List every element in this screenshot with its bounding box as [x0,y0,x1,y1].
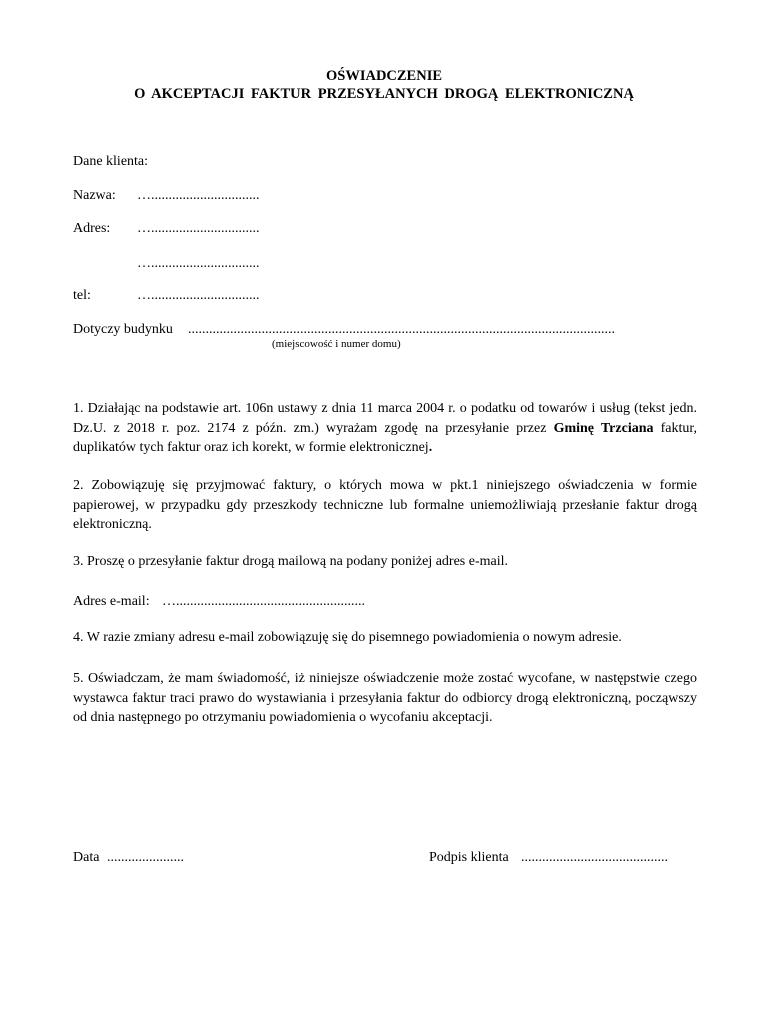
paragraph-2: 2. Zobowiązuję się przyjmować faktury, o których mowa w pkt.1 niniejszego oświadczenia w formie papierowej, w przypadku gdy przeszkody techniczne lub formalne uniemożliwiają przesłanie faktur drogą elektroniczną. [73,478,697,532]
building-field[interactable]: .......................................................................................................................... [188,322,615,337]
document-subtitle: O AKCEPTACJI FAKTUR PRZESYŁANYCH DROGĄ ELEKTRONICZNĄ [134,86,634,102]
paragraph-1-text-b: faktur, duplikatów tych faktur oraz ich korekt, w formie elektronicznej [73,420,697,455]
email-field[interactable]: …...................................................... [162,594,365,609]
paragraph-1-text-a: 1. Działając na podstawie art. 106n ustawy z dnia 11 marca 2004 r. o podatku od towarów i usług (tekst jedn. Dz.U. z 2018 r. poz. 2174 z późn. zm.) wyrażam zgodę na przesyłanie przez [73,401,697,436]
signature-field[interactable]: .......................................... [521,850,668,865]
date-field[interactable]: ...................... [107,850,184,865]
paragraph-4: 4. W razie zmiany adresu e-mail zobowiązuję się do pisemnego powiadomienia o nowym adresie. [73,630,622,645]
paragraph-1-bold-end: . [428,440,433,455]
building-note: (miejscowość i numer domu) [272,338,401,350]
building-label: Dotyczy budynku [73,322,173,337]
signature-label: Podpis klienta [429,850,509,865]
email-label: Adres e-mail: [73,594,150,609]
document-title: OŚWIADCZENIE [325,68,443,84]
address-label: Adres: [73,221,111,236]
name-label: Nazwa: [73,188,116,203]
client-heading: Dane klienta: [73,154,149,169]
phone-label: tel: [73,288,91,303]
paragraph-1 [73,399,697,458]
address-field-1[interactable]: …............................... [137,221,260,236]
phone-field[interactable]: …............................... [137,288,260,303]
paragraph-3: 3. Proszę o przesyłanie faktur drogą mailową na podany poniżej adres e-mail. [73,554,509,569]
paragraph-1-bold: Gminę Trzciana [553,420,654,436]
date-label: Data [73,850,100,865]
paragraph-5: 5. Oświadczam, że mam świadomość, iż niniejsze oświadczenie może zostać wycofane, w następstwie czego wystawca faktur traci prawo do wystawiania i przesyłania faktur do odbiorcy drogą elektroniczną, począwszy od dnia następnego po otrzymaniu powiadomienia o wycofaniu akceptacji. [73,671,697,725]
name-field[interactable]: …............................... [137,188,260,203]
address-field-2[interactable]: …............................... [137,256,260,271]
